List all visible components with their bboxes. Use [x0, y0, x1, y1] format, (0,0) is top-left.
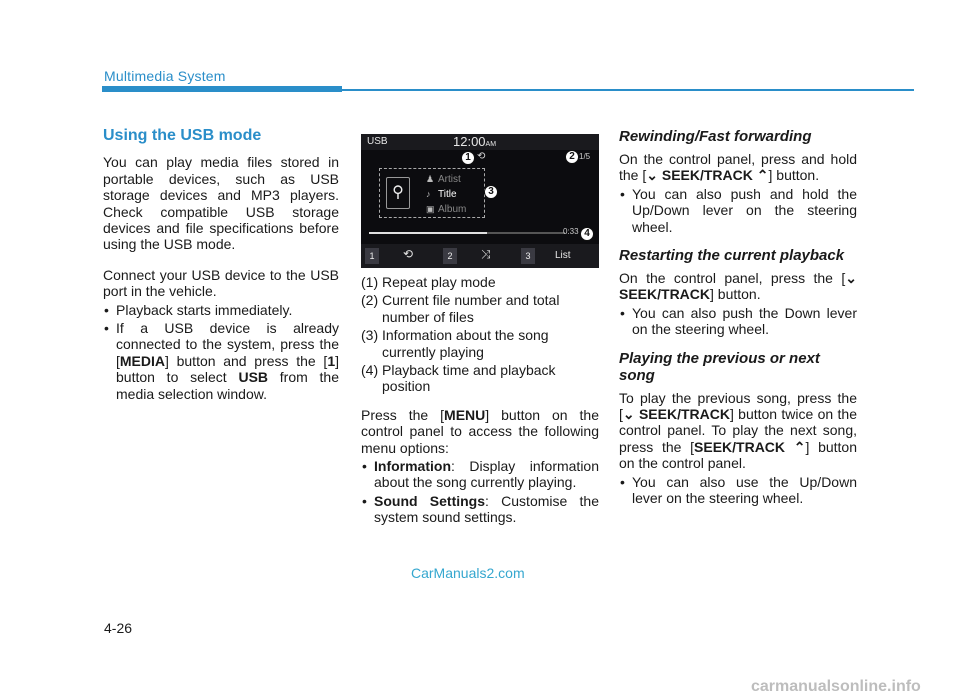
- track-count: 1/5: [579, 152, 591, 161]
- progress-track: [369, 232, 565, 234]
- page-number: 4-26: [104, 620, 133, 636]
- clock: 12:00AM: [453, 134, 497, 149]
- repeat-icon: ⟲: [477, 151, 486, 162]
- column-right: [619, 128, 857, 507]
- column-left: [103, 128, 339, 402]
- screen-status-bar: [361, 134, 599, 150]
- bullet-item: • You can also push the Down lever on the steering wheel.: [620, 304, 857, 338]
- watermark: CarManuals2.com: [411, 565, 525, 581]
- callout-legend-item: (2) Current file number and total number of files: [361, 292, 560, 325]
- callout-2: 2: [565, 150, 579, 164]
- progress-fill: [369, 232, 487, 234]
- preset-1-button: 1: [365, 248, 379, 264]
- restart-paragraph: On the control panel, press the [⌄ SEEK/TRACK] button.: [619, 270, 857, 303]
- callout-1: 1: [461, 151, 475, 165]
- connect-paragraph: Connect your USB device to the USB port in the vehicle.: [103, 266, 339, 300]
- subheading-restart: Restarting the current playback: [619, 247, 845, 265]
- usb-icon: ⚲: [386, 177, 410, 209]
- repeat-button-icon: ⟲: [403, 247, 414, 261]
- bullet-item: • You can also push and hold the Up/Down lever on the steering wheel.: [620, 185, 857, 235]
- intro-paragraph: You can play media files stored in portable devices, such as USB storage devices and MP3 players. Check compatible USB storage devices and file specifications before using the USB mode.: [103, 154, 339, 253]
- column-middle: [361, 272, 599, 526]
- callout-legend-item: (4) Playback time and playback position: [361, 362, 556, 395]
- subheading-rewind: Rewinding/Fast forwarding: [619, 128, 812, 145]
- preset-2-button: 2: [443, 248, 457, 264]
- song-info-box: [379, 168, 485, 218]
- section-heading: Using the USB mode: [103, 127, 262, 144]
- callout-legend-item: (3) Information about the song currently playing: [361, 327, 549, 360]
- callout-legend-item: (1) Repeat play mode: [361, 274, 496, 290]
- menu-option: • Sound Settings: Customise the system sound settings.: [362, 492, 600, 526]
- shuffle-icon: ⤨: [481, 247, 491, 261]
- album-label: ▣ Album: [426, 204, 467, 215]
- person-icon: ♟: [426, 174, 435, 184]
- screen-button-bar: [361, 244, 599, 268]
- header-title: Multimedia System: [104, 68, 226, 84]
- subheading-prev-next: Playing the previous or next song: [619, 349, 820, 384]
- source-label: USB: [367, 136, 388, 147]
- title-label: ♪ Title: [426, 189, 457, 200]
- rewind-paragraph: On the control panel, press and hold the [⌄ SEEK/TRACK ⌃] button.: [619, 151, 857, 184]
- artist-label: ♟ Artist: [426, 174, 461, 185]
- header-bar-thin: [342, 89, 914, 91]
- preset-3-button: 3: [521, 248, 535, 264]
- note-icon: ♪: [426, 189, 431, 199]
- menu-option: • Information: Display information about the song currently playing.: [362, 458, 599, 491]
- playback-time: 0:33: [563, 227, 579, 236]
- bullet-item: • Playback starts immediately.: [104, 301, 293, 318]
- footer-watermark: carmanualsonline.info: [751, 678, 921, 695]
- callout-4: 4: [580, 227, 594, 241]
- usb-screen-illustration: [361, 134, 599, 268]
- album-icon: ▣: [426, 204, 435, 214]
- menu-paragraph: Press the [MENU] button on the control panel to access the following menu options:: [361, 406, 599, 456]
- bullet-item: • You can also use the Up/Down lever on the steering wheel.: [620, 473, 857, 507]
- bullet-item: • If a USB device is already connected to the system, press the [MEDIA] button and press the [1] button to select USB from the media selection window.: [104, 320, 339, 402]
- prev-next-paragraph: To play the previous song, press the [⌄ SEEK/TRACK] button twice on the control panel. To play the next song, press the [SEEK/TRACK ⌃] button on the control panel.: [619, 389, 857, 472]
- header-bar-thick: [102, 86, 342, 92]
- callout-3: 3: [484, 185, 498, 199]
- list-button: List: [555, 250, 571, 261]
